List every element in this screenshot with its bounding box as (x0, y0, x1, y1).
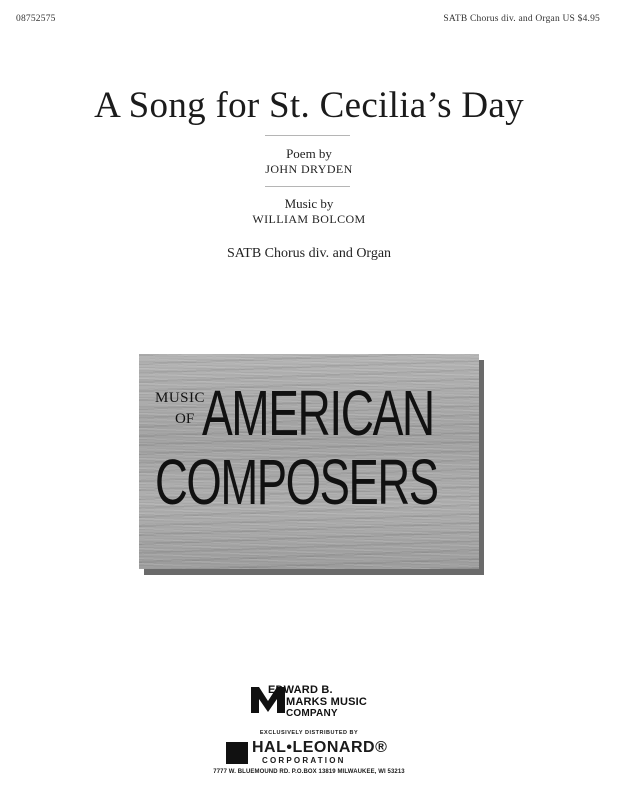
publisher-line2: MARKS MUSIC (286, 696, 368, 708)
edition-price: SATB Chorus div. and Organ US $4.95 (443, 14, 600, 24)
series-american-text: AMERICAN (202, 377, 434, 449)
distributor-name: HAL•LEONARD® (252, 739, 388, 756)
publisher-line3: COMPANY (286, 708, 338, 719)
series-of-text: OF (175, 411, 195, 427)
poet-name: JOHN DRYDEN (265, 162, 353, 176)
series-plaque (139, 354, 479, 569)
series-composers-text: COMPOSERS (155, 446, 438, 518)
page-title: A Song for St. Cecilia’s Day (94, 85, 524, 126)
divider-rule (265, 186, 350, 187)
music-label: Music by (284, 196, 334, 211)
hal-leonard-logo-icon (226, 742, 248, 764)
poem-credit (0, 146, 618, 177)
publisher-line1: EDWARD B. (268, 684, 333, 696)
distributed-by-text: EXCLUSIVELY DISTRIBUTED BY (259, 730, 359, 736)
distributor-address: 7777 W. BLUEMOUND RD. P.O.BOX 13819 MILWAUKEE, WI 53213 (213, 769, 405, 775)
divider-rule (265, 135, 350, 136)
composer-name: WILLIAM BOLCOM (252, 212, 366, 226)
catalog-number: 08752575 (16, 14, 56, 24)
series-music-text: MUSIC (155, 390, 206, 406)
scoring-text: SATB Chorus div. and Organ (226, 246, 392, 261)
music-credit (0, 196, 618, 227)
poem-label: Poem by (286, 146, 332, 161)
distributor-sub: CORPORATION (262, 756, 346, 765)
